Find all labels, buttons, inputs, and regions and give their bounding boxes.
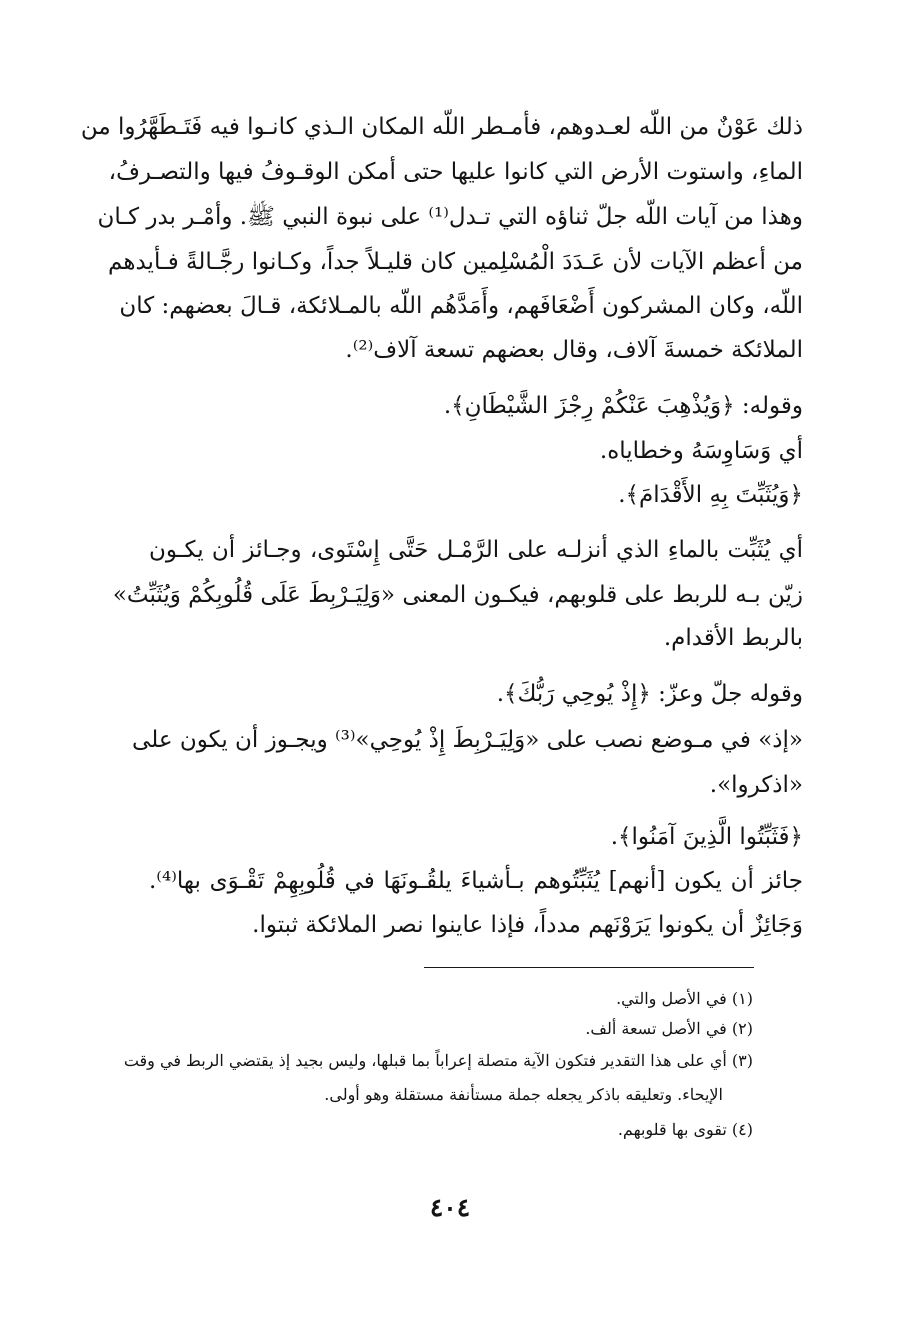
- body-line: ذلك عَوْنٌ من اللّه لعـدوهم، فأمـطر اللّه المكان الـذي كانـوا فيه فَتَـطَهَّرُوا من: [80, 114, 803, 140]
- page-number: ٤٠٤: [429, 1193, 471, 1222]
- body-line: من أعظم الآيات لأن عَـدَدَ الْمُسْلِمين كان قليـلاً جداً، وكـانوا رجَّـالةً فـأيدهم: [108, 249, 803, 275]
- footnote-divider: [424, 967, 754, 968]
- body-line: أي يُثَبِّت بالماءِ الذي أنزلـه على الرَّمْـل حَتَّى إِسْتَوى، وجـائز أن يكـون: [149, 537, 803, 563]
- body-line: «إذ» في مـوضع نصب على «وَلِيَـرْبِطَ إِذْ يُوحِي»⁽³⁾ ويجـوز أن يكون على: [132, 727, 803, 753]
- footnote: (٢) في الأصل تسعة ألف.: [585, 1019, 753, 1038]
- footnote: (٤) تقوى بها قلوبهم.: [617, 1120, 753, 1139]
- body-line: وَجَائِزٌ أن يكونوا يَرَوْنَهم مدداً، فإذا عاينوا نصر الملائكة ثبتوا.: [252, 912, 803, 938]
- footnote: (١) في الأصل والتي.: [616, 989, 753, 1008]
- verse-line: وقوله جلّ وعزّ: ﴿إِذْ يُوحِي رَبُّكَ﴾.: [496, 681, 803, 707]
- body-line: جائز أن يكون [أنهم] يُثَبِّتُوهم بـأشياءَ يلقُـونَهَا في قُلُوبِهِمْ تَقْـوَى بها⁽⁴⁾.: [149, 868, 803, 894]
- body-line: بالربط الأقدام.: [663, 625, 803, 651]
- body-line: زيّن بـه للربط على قلوبهم، فيكـون المعنى «وَلِيَـرْبِطَ عَلَى قُلُوبِكُمْ وَيُثَبِّتُ»: [112, 582, 803, 608]
- body-line: الماءِ، واستوت الأرض التي كانوا عليها حتى أمكن الوقـوفُ فيها والتصـرفُ،: [108, 159, 803, 185]
- footnote: (٣) أي على هذا التقدير فتكون الآية متصلة إعراباً بما قبلها، وليس بجيد إذ يقتضي الربط في وقت: [123, 1051, 753, 1070]
- body-line: اللّه، وكان المشركون أَضْعَافَهم، وأَمَدَّهُم اللّه بالمـلائكة، قـالَ بعضهم: كان: [119, 293, 803, 319]
- verse-line: ﴿فَثَبِّتُوا الَّذِينَ آمَنُوا﴾.: [610, 824, 803, 850]
- verse-line: أي وَسَاوِسَهُ وخطاياه.: [599, 438, 803, 464]
- verse-line: ﴿وَيُثَبِّتَ بِهِ الأَقْدَامَ﴾.: [618, 482, 803, 508]
- body-line: «اذكروا».: [709, 772, 803, 798]
- body-line: الملائكة خمسةَ آلاف، وقال بعضهم تسعة آلاف⁽²⁾.: [345, 337, 803, 363]
- body-line: وهذا من آيات اللّه جلّ ثناؤه التي تـدل⁽¹⁾ على نبوة النبي ﷺ. وأمْـر بدر كـان: [97, 204, 803, 230]
- verse-line: وقوله: ﴿وَيُذْهِبَ عَنْكُمْ رِجْزَ الشَّيْطَانِ﴾.: [443, 393, 803, 419]
- footnote-continuation: الإيحاء. وتعليقه باذكر يجعله جملة مستأنفة مستقلة وهو أولى.: [324, 1085, 723, 1104]
